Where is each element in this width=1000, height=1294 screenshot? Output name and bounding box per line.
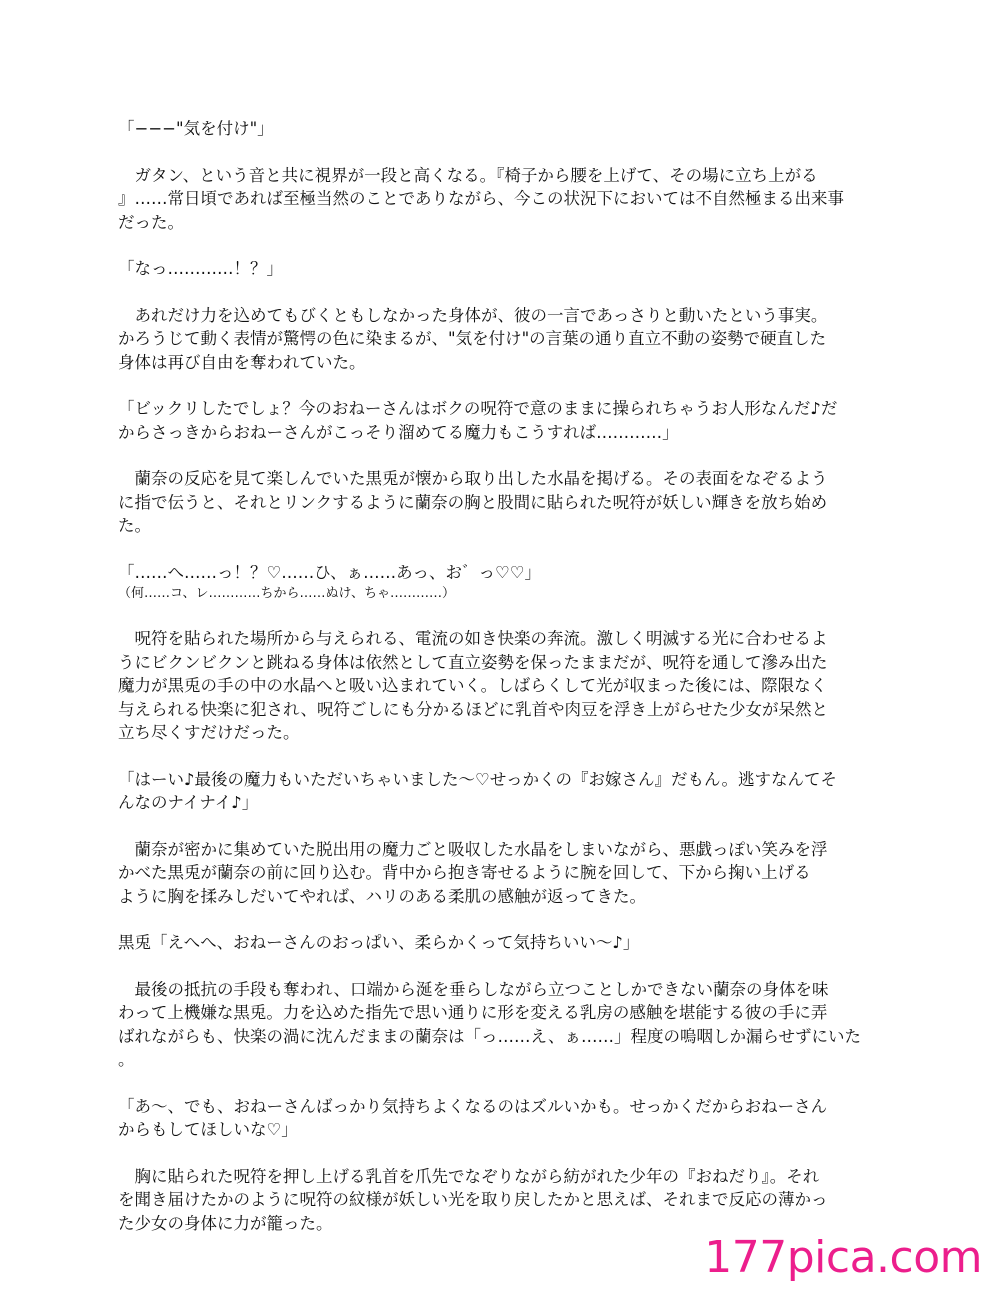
text-line: ように胸を揉みしだいてやれば、ハリのある柔肌の感触が返ってきた。 [118,886,646,906]
text-line: ばれながらも、快楽の渦に沈んだままの蘭奈は「っ……え、ぁ……」程度の嗚咽しか漏らせずにいた [118,1026,861,1046]
text-line: た少女の身体に力が籠った。 [118,1213,333,1233]
text-line: 』……常日頃であれば至極当然のことでありながら、今この状況下においては不自然極まる出来事 [118,189,844,208]
text-line: 「あ〜、でも、おねーさんばっかり気持ちよくなるのはズルいかも。せっかくだからおねーさん [118,1096,828,1116]
text-line: 黒兎「えへへ、おねーさんのおっぱい、柔らかくって気持ちいい〜♪」 [118,933,640,952]
text-line: （何……コ、レ…………ちから……ぬけ、ちゃ…………） [118,586,455,601]
text-line: わって上機嫌な黒兎。力を込めた指先で思い通りに形を変える乳房の感触を堪能する彼の手に弄 [118,1003,828,1022]
text-line: 「なっ…………！？」 [118,259,283,278]
text-line: あれだけ力を込めてもびくともしなかった身体が、彼の一言であっさりと動いたという事実。 [118,305,828,325]
text-line: 「……へ……っ！？♡……ひ、ぁ……あっ、お゛っ♡♡」 [118,562,542,582]
text-line: 魔力が黒兎の手の中の水晶へと吸い込まれていく。しばらくして光が収まった後には、際限なく [118,676,828,695]
text-line: に指で伝うと、それとリンクするように蘭奈の胸と股間に貼られた呪符が妖しい輝きを放ち始め [118,492,828,512]
text-line: 最後の抵抗の手段も奪われ、口端から涎を垂らしながら立つことしかできない蘭奈の身体を味 [118,979,829,999]
story-text [118,117,878,1258]
text-line: んなのナイナイ♪」 [118,793,259,812]
text-line: 「−−−"気を付け"」 [118,119,274,138]
paragraph [118,931,878,955]
paragraph [118,978,878,1072]
text-line: 呪符を貼られた場所から与えられる、電流の如き快楽の奔流。激しく明滅する光に合わせるよ [118,629,828,648]
text-line: 与えられる快楽に犯され、呪符ごしにも分かるほどに乳首や肉豆を浮き上がらせた少女が呆然と [118,699,828,719]
paragraph [118,164,878,235]
paragraph [118,117,878,141]
paragraph [118,304,878,375]
text-line: 蘭奈が密かに集めていた脱出用の魔力ごと吸収した水晶をしまいながら、悪戯っぽい笑みを浮 [118,839,828,859]
text-line: 蘭奈の反応を見て楽しんでいた黒兎が懐から取り出した水晶を掲げる。その表面をなぞるよう [118,469,828,488]
text-line: かべた黒兎が蘭奈の前に回り込む。背中から抱き寄せるように腕を回して、下から掬い上げる [118,863,811,882]
paragraph [118,397,878,444]
text-line: た。 [118,516,151,535]
text-line: ガタン、という音と共に視界が一段と高くなる。『椅子から腰を上げて、その場に立ち上がる [118,165,818,185]
text-line: 胸に貼られた呪符を押し上げる乳首を爪先でなぞりながら紡がれた少年の『おねだり』。それ [118,1166,820,1186]
paragraph [118,467,878,538]
text-line: からさっきからおねーさんがこっそり溜めてる魔力もこうすれば…………」 [118,422,679,442]
text-line: うにビクンビクンと跳ねる身体は依然として直立姿勢を保ったままだが、呪符を通して滲み出た [118,652,828,672]
paragraph [118,627,878,745]
watermark: 177pica.com [704,1232,982,1283]
paragraph [118,768,878,815]
paragraph [118,1165,878,1236]
text-line: だった。 [118,212,184,232]
text-line: 立ち尽くすだけだった。 [118,723,300,742]
text-line: かろうじて動く表情が驚愕の色に染まるが、"気を付け"の言葉の通り直立不動の姿勢で硬直した [118,329,827,348]
text-line: からもしてほしいな♡」 [118,1120,298,1139]
text-line: 。 [118,1050,135,1069]
paragraph [118,257,878,281]
text-line: 「ビックリしたでしょ？今のおねーさんはボクの呪符で意のままに操られちゃうお人形なんだ♪だ [118,399,838,418]
paragraph [118,1095,878,1142]
paragraph [118,561,878,605]
text-line: 身体は再び自由を奪われていた。 [118,352,366,372]
paragraph [118,838,878,909]
text-line: を聞き届けたかのように呪符の紋様が妖しい光を取り戻したかと思えば、それまで反応の薄かっ [118,1190,828,1209]
text-line: 「はーい♪最後の魔力もいただいちゃいました〜♡せっかくの『お嫁さん』だもん。逃すなんてそ [118,769,837,789]
